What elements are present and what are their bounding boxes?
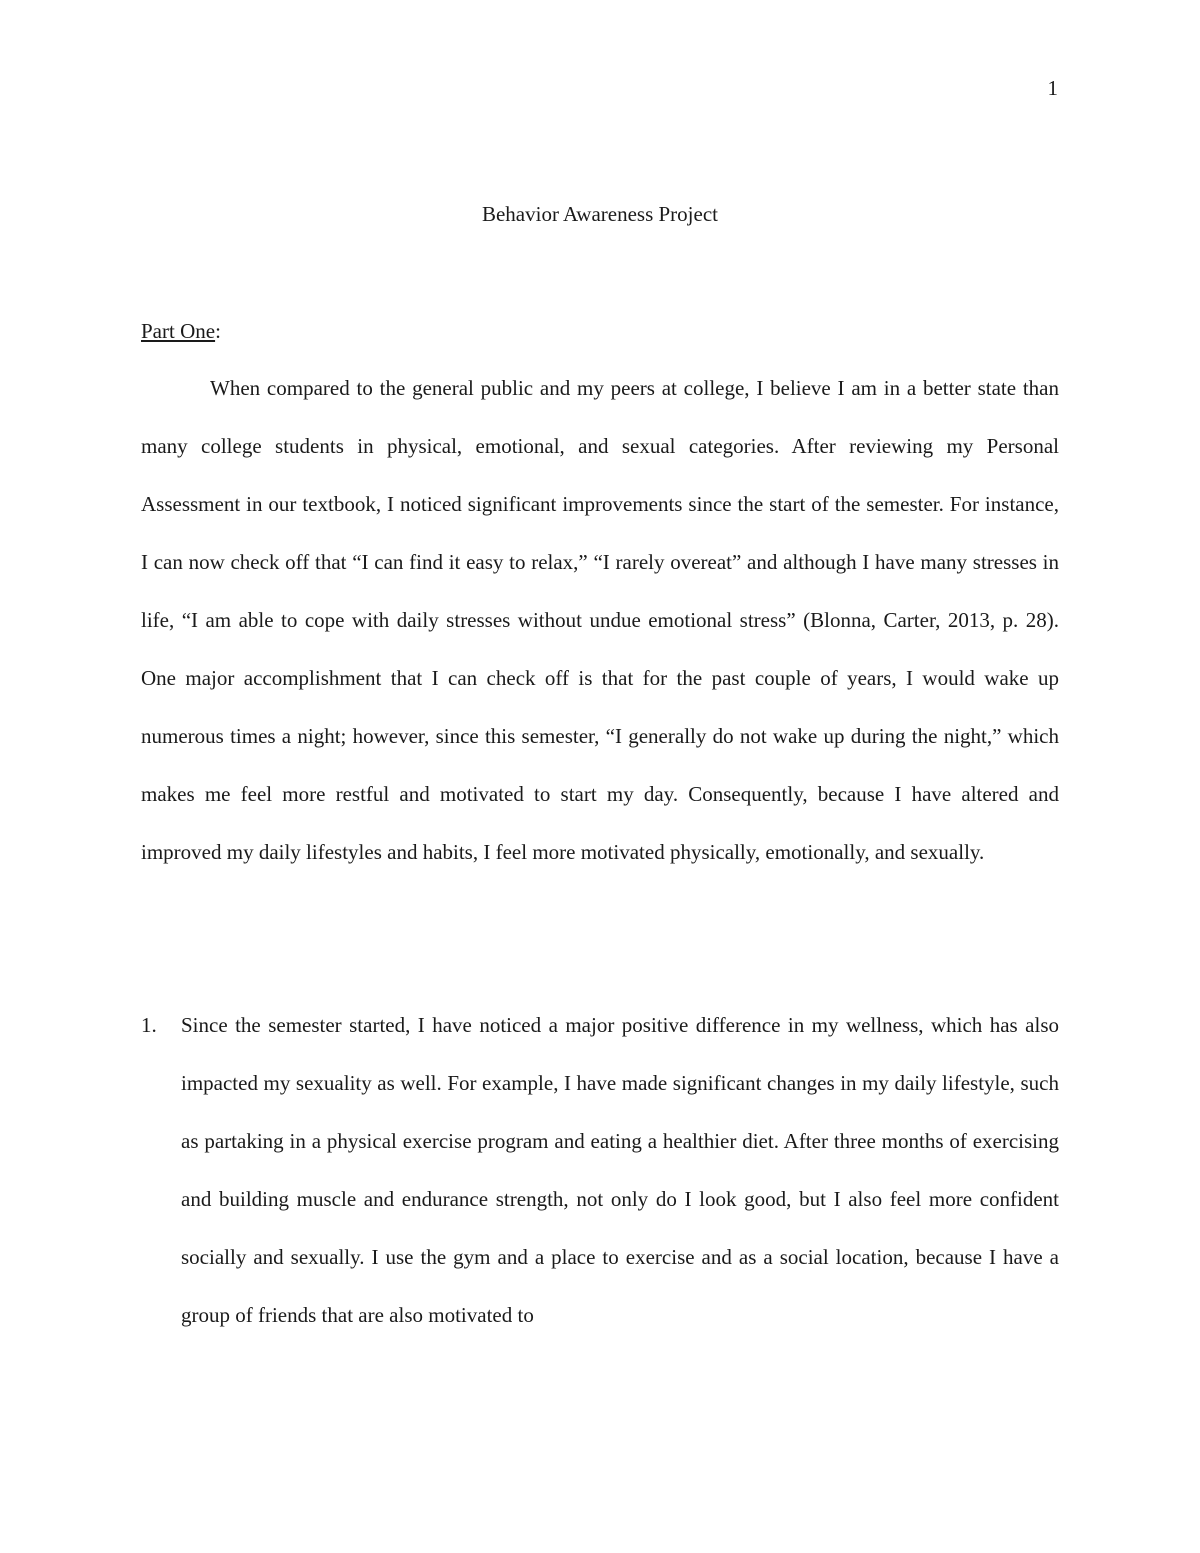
section-heading — [141, 318, 221, 344]
list-item-text: Since the semester started, I have noticed a major positive difference in my wellness, which has also impacted my sexuality as well. For example, I have made significant changes in my daily lifestyle, such as partaking in a physical exercise program and eating a healthier diet. After three months of exercising and building muscle and endurance strength, not only do I look good, but I also feel more confident socially and sexually. I use the gym and a place to exercise and as a social location, because I have a group of friends that are also motivated to — [181, 1013, 1059, 1327]
section-heading-text: Part One — [141, 319, 216, 343]
document-title: Behavior Awareness Project — [481, 202, 718, 226]
section-heading-colon: : — [215, 319, 221, 343]
body-paragraph: When compared to the general public and my peers at college, I believe I am in a better state than many college students in physical, emotional, and sexual categories. After reviewing my Personal Assessment in our textbook, I noticed significant improvements since the start of the semester. For instance, I can now check off that “I can find it easy to relax,” “I rarely overeat” and although I have many stresses in life, “I am able to cope with daily stresses without undue emotional stress” (Blonna, Carter, 2013, p. 28). One major accomplishment that I can check off is that for the past couple of years, I would wake up numerous times a night; however, since this semester, “I generally do not wake up during the night,” which makes me feel more restful and motivated to start my day. Consequently, because I have altered and improved my daily lifestyles and habits, I feel more motivated physically, emotionally, and sexually. — [141, 376, 1059, 864]
list-marker: 1. — [141, 1013, 157, 1037]
list-item — [141, 996, 1059, 1344]
numbered-list — [141, 996, 1059, 1344]
page-number: 1 — [1047, 76, 1058, 100]
